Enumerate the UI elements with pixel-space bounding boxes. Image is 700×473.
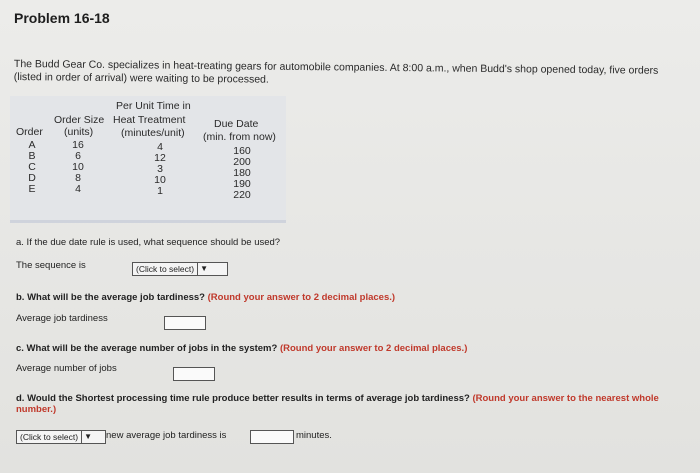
spt-select-label: (Click to select) [20,432,79,442]
table-cell: 180 [233,167,251,179]
problem-title: Problem 16-18 [14,10,110,26]
table-cell: 6 [75,150,81,162]
question-c-note: (Round your answer to 2 decimal places.) [279,343,468,354]
column-due-date [228,146,256,201]
header-minutes-unit: (minutes/unit) [121,127,185,139]
table-cell: 220 [233,189,251,201]
header-order: Order [16,126,43,138]
question-d-note-2: nearest whole number.) [16,393,659,415]
table-cell: 4 [157,141,163,153]
table-cell: 10 [154,174,166,186]
question-b-prompt: b. What will be the average job tardiness? [16,292,205,303]
column-order [24,140,40,195]
question-b-text [16,292,395,303]
table-cell: 4 [75,183,81,195]
question-a-text: a. If the due date rule is used, what sequence should be used? [16,237,281,248]
dropdown-arrow-icon[interactable]: ▼ [197,263,210,275]
sequence-label: The sequence is [16,260,86,271]
question-d-prompt: d. Would the Shortest processing time rule produce better results in terms of average job tardiness? [16,393,470,404]
header-due-date: Due Date [214,118,259,130]
header-heat-treatment: Heat Treatment [113,114,186,126]
question-c-prompt: c. What will be the average number of jobs in the system? [16,343,278,354]
column-order-size [66,140,90,195]
dropdown-arrow-icon[interactable]: ▼ [81,431,94,443]
sequence-select-label: (Click to select) [136,264,195,274]
table-cell: E [28,183,36,195]
table-cell: 3 [157,163,163,175]
minutes-label: minutes. [296,430,332,441]
avg-jobs-input[interactable] [173,367,215,381]
table-cell: B [28,150,36,162]
column-heat-time [148,142,172,197]
table-cell: D [28,172,36,184]
table-cell: 160 [233,145,251,157]
question-c-text [16,343,467,354]
table-cell: 200 [233,156,251,168]
header-per-unit: Per Unit Time in [116,100,191,112]
table-cell: 190 [233,178,251,190]
question-d-note: (Round your answer to the [472,393,593,404]
table-cell: 10 [72,161,84,173]
table-cell: 16 [72,139,84,151]
orders-table [10,96,286,223]
avg-jobs-label: Average number of jobs [16,363,117,374]
sequence-select[interactable] [132,262,228,276]
question-d-text [16,393,686,415]
table-cell: A [28,139,36,151]
table-cell: C [28,161,36,173]
avg-tardiness-label: Average job tardiness [16,313,108,324]
table-cell: 8 [75,172,81,184]
table-cell: 1 [157,185,163,197]
avg-tardiness-input[interactable] [164,316,206,330]
new-tardiness-input[interactable] [250,430,294,444]
header-units: (units) [64,126,94,138]
table-cell: 12 [154,152,166,164]
header-order-size: Order Size [54,114,105,126]
spt-better-select[interactable] [16,430,106,444]
header-min-from-now: (min. from now) [203,131,276,143]
intro-paragraph: The Budd Gear Co. specializes in heat-treating gears for automobile companies. At 8:00 a.m., when Budd's shop opened today, five orders (listed in order of arrival) were waiting to be processed. [13,58,659,86]
question-b-note: (Round your answer to 2 decimal places.) [207,292,396,303]
new-tardiness-label: new average job tardiness is [106,430,227,441]
